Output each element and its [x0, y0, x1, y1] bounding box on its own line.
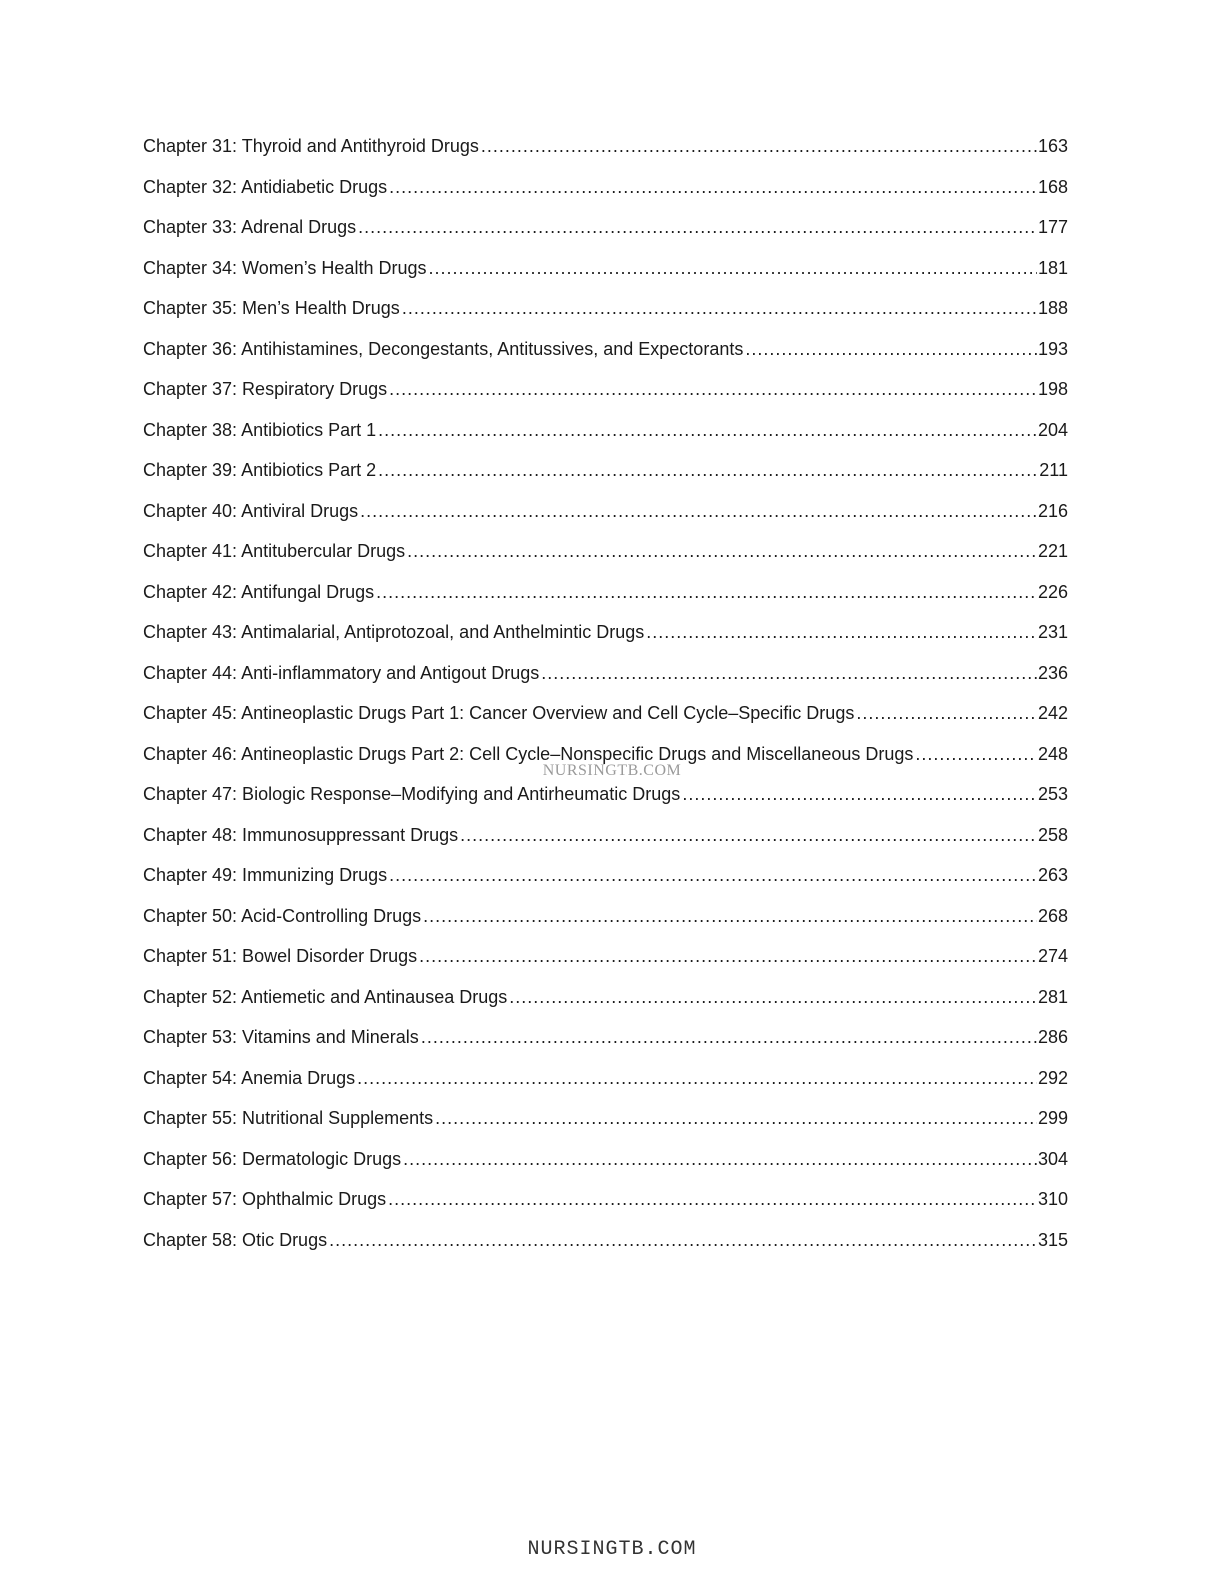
toc-leader-dots: [421, 1024, 1037, 1050]
toc-leader-dots: [745, 336, 1037, 362]
toc-entry-page: 198: [1037, 379, 1068, 399]
toc-leader-dots: [423, 903, 1037, 929]
toc-entry[interactable]: [143, 295, 1068, 336]
footer-watermark: NURSINGTB.COM: [527, 1538, 697, 1561]
toc-entry-page: 188: [1037, 298, 1068, 318]
toc-entry[interactable]: [143, 255, 1068, 296]
toc-leader-dots: [357, 1065, 1037, 1091]
toc-entry-page: 216: [1037, 500, 1068, 521]
toc-entry[interactable]: [143, 1146, 1068, 1187]
toc-entry-page: 292: [1037, 1067, 1068, 1088]
table-of-contents: [143, 133, 1068, 1267]
toc-entry[interactable]: [143, 498, 1068, 539]
toc-entry[interactable]: [143, 781, 1068, 822]
toc-leader-dots: [428, 255, 1036, 281]
toc-leader-dots: [389, 862, 1037, 888]
toc-entry-page: 286: [1037, 1027, 1068, 1047]
toc-entry-title: Chapter 57: Ophthalmic Drugs: [143, 1189, 387, 1209]
toc-entry[interactable]: [143, 984, 1068, 1025]
toc-entry[interactable]: [143, 1186, 1068, 1227]
toc-entry-title: Chapter 48: Immunosuppressant Drugs: [143, 824, 459, 845]
toc-entry[interactable]: [143, 822, 1068, 863]
toc-leader-dots: [419, 943, 1037, 969]
toc-entry-title: Chapter 53: Vitamins and Minerals: [143, 1027, 419, 1047]
toc-leader-dots: [460, 822, 1037, 848]
toc-leader-dots: [682, 781, 1037, 807]
toc-leader-dots: [407, 538, 1037, 564]
toc-entry-page: 211: [1039, 460, 1068, 480]
toc-entry[interactable]: [143, 336, 1068, 377]
toc-entry-title: Chapter 38: Antibiotics Part 1: [143, 419, 377, 440]
toc-entry-page: 226: [1037, 581, 1068, 602]
toc-entry-title: Chapter 36: Antihistamines, Decongestants, Antitussives, and Expectorants: [143, 338, 744, 359]
toc-entry-title: Chapter 34: Women’s Health Drugs: [143, 257, 427, 278]
toc-entry-page: 299: [1037, 1108, 1068, 1128]
toc-entry-page: 231: [1037, 622, 1068, 642]
toc-entry-page: 274: [1037, 946, 1068, 966]
toc-entry-page: 221: [1037, 541, 1068, 561]
toc-entry-title: Chapter 39: Antibiotics Part 2: [143, 460, 377, 480]
toc-leader-dots: [376, 579, 1037, 605]
toc-entry-title: Chapter 37: Respiratory Drugs: [143, 379, 388, 399]
toc-leader-dots: [378, 457, 1038, 483]
toc-entry-page: 268: [1037, 905, 1068, 926]
toc-leader-dots: [646, 619, 1037, 645]
toc-leader-dots: [403, 1146, 1037, 1172]
toc-entry-page: 168: [1037, 176, 1068, 197]
toc-leader-dots: [509, 984, 1037, 1010]
toc-leader-dots: [360, 498, 1037, 524]
toc-leader-dots: [358, 214, 1037, 240]
toc-entry[interactable]: [143, 538, 1068, 579]
toc-entry-page: 193: [1037, 338, 1068, 359]
toc-entry[interactable]: [143, 943, 1068, 984]
toc-entry-page: 236: [1037, 662, 1068, 683]
toc-entry-title: Chapter 35: Men’s Health Drugs: [143, 298, 400, 318]
toc-entry-page: 204: [1037, 419, 1068, 440]
toc-entry[interactable]: [143, 660, 1068, 701]
toc-entry-title: Chapter 33: Adrenal Drugs: [143, 217, 357, 237]
toc-entry[interactable]: [143, 1024, 1068, 1065]
toc-entry-page: 263: [1037, 865, 1068, 885]
toc-entry-title: Chapter 42: Antifungal Drugs: [143, 581, 375, 602]
toc-entry-title: Chapter 54: Anemia Drugs: [143, 1067, 356, 1088]
toc-entry-title: Chapter 45: Antineoplastic Drugs Part 1: Cancer Overview and Cell Cycle–Specific Drugs: [143, 703, 855, 723]
toc-entry[interactable]: [143, 862, 1068, 903]
toc-entry-page: 177: [1037, 217, 1068, 237]
toc-entry[interactable]: [143, 1105, 1068, 1146]
toc-leader-dots: [402, 295, 1037, 321]
toc-entry-title: Chapter 55: Nutritional Supplements: [143, 1108, 434, 1128]
toc-entry-page: 310: [1037, 1189, 1068, 1209]
toc-entry-page: 304: [1037, 1148, 1068, 1169]
toc-entry[interactable]: [143, 174, 1068, 215]
toc-entry-page: 315: [1037, 1229, 1068, 1250]
toc-entry-title: Chapter 50: Acid-Controlling Drugs: [143, 905, 422, 926]
toc-entry-page: 163: [1037, 136, 1068, 156]
toc-entry[interactable]: [143, 1227, 1068, 1268]
watermark-middle: NURSINGTB.COM: [542, 762, 682, 779]
toc-entry-title: Chapter 40: Antiviral Drugs: [143, 500, 359, 521]
toc-entry-title: Chapter 44: Anti-inflammatory and Antigout Drugs: [143, 662, 540, 683]
toc-entry[interactable]: [143, 376, 1068, 417]
toc-entry[interactable]: [143, 133, 1068, 174]
toc-entry-title: Chapter 58: Otic Drugs: [143, 1229, 328, 1250]
toc-entry-page: 248: [1037, 743, 1068, 764]
toc-entry[interactable]: [143, 457, 1068, 498]
toc-entry-page: 242: [1037, 703, 1068, 723]
toc-entry-title: Chapter 47: Biologic Response–Modifying and Antirheumatic Drugs: [143, 784, 681, 804]
toc-leader-dots: [389, 376, 1037, 402]
toc-entry-title: Chapter 32: Antidiabetic Drugs: [143, 176, 388, 197]
toc-entry-page: 281: [1037, 986, 1068, 1007]
toc-leader-dots: [329, 1227, 1037, 1253]
toc-entry-title: Chapter 41: Antitubercular Drugs: [143, 541, 406, 561]
toc-entry-title: Chapter 31: Thyroid and Antithyroid Drugs: [143, 136, 479, 156]
toc-entry-title: Chapter 52: Antiemetic and Antinausea Drugs: [143, 986, 508, 1007]
toc-entry-title: Chapter 46: Antineoplastic Drugs Part 2: Cell Cycle–Nonspecific Drugs and Miscellaneous Drugs: [143, 743, 914, 764]
toc-entry-title: Chapter 56: Dermatologic Drugs: [143, 1148, 402, 1169]
toc-leader-dots: [435, 1105, 1037, 1131]
toc-entry-page: 253: [1037, 784, 1068, 804]
toc-entry[interactable]: [143, 619, 1068, 660]
toc-entry[interactable]: [143, 417, 1068, 458]
toc-leader-dots: [388, 1186, 1037, 1212]
toc-entry[interactable]: [143, 1065, 1068, 1106]
toc-leader-dots: [389, 174, 1037, 200]
toc-leader-dots: [856, 700, 1037, 726]
toc-leader-dots: [378, 417, 1037, 443]
toc-entry[interactable]: [143, 214, 1068, 255]
toc-entry[interactable]: [143, 903, 1068, 944]
toc-leader-dots: [541, 660, 1037, 686]
toc-entry-page: 181: [1037, 257, 1068, 278]
toc-entry-page: 258: [1037, 824, 1068, 845]
toc-entry[interactable]: [143, 579, 1068, 620]
toc-entry[interactable]: [143, 700, 1068, 741]
toc-entry-title: Chapter 43: Antimalarial, Antiprotozoal, and Anthelmintic Drugs: [143, 622, 645, 642]
toc-entry-title: Chapter 51: Bowel Disorder Drugs: [143, 946, 418, 966]
toc-entry-title: Chapter 49: Immunizing Drugs: [143, 865, 388, 885]
toc-leader-dots: [481, 133, 1037, 159]
